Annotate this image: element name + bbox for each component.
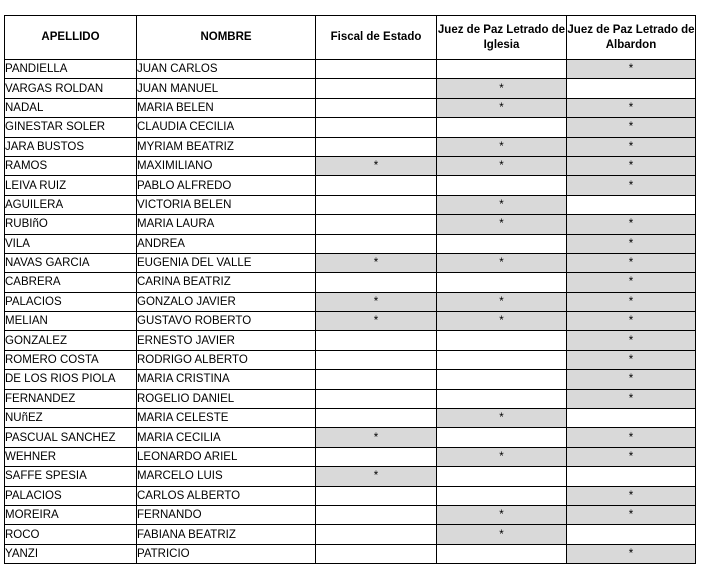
- header-row: [5, 16, 696, 60]
- table-row: [5, 137, 696, 156]
- cell-iglesia[interactable]: [437, 273, 567, 292]
- cell-albardon[interactable]: *: [567, 505, 696, 524]
- cell-iglesia[interactable]: *: [437, 292, 567, 311]
- table-row: [5, 118, 696, 137]
- cell-nombre[interactable]: MARCELO LUIS: [137, 467, 316, 486]
- cell-nombre[interactable]: ROGELIO DANIEL: [137, 389, 316, 408]
- cell-apellido[interactable]: VILA: [5, 234, 137, 253]
- cell-iglesia[interactable]: *: [437, 525, 567, 544]
- cell-albardon[interactable]: *: [567, 118, 696, 137]
- cell-fiscal[interactable]: [316, 525, 437, 544]
- cell-albardon[interactable]: *: [567, 98, 696, 117]
- cell-apellido[interactable]: PANDIELLA: [5, 60, 137, 79]
- cell-nombre[interactable]: MARIA CRISTINA: [137, 370, 316, 389]
- cell-iglesia[interactable]: *: [437, 156, 567, 175]
- cell-nombre[interactable]: EUGENIA DEL VALLE: [137, 253, 316, 272]
- table-row: [5, 215, 696, 234]
- cell-fiscal[interactable]: [316, 195, 437, 214]
- cell-fiscal[interactable]: [316, 486, 437, 505]
- cell-fiscal[interactable]: [316, 544, 437, 563]
- cell-fiscal[interactable]: [316, 98, 437, 117]
- cell-apellido[interactable]: ROCO: [5, 525, 137, 544]
- cell-albardon[interactable]: *: [567, 486, 696, 505]
- cell-nombre[interactable]: RODRIGO ALBERTO: [137, 350, 316, 369]
- table-row: [5, 292, 696, 311]
- cell-albardon[interactable]: *: [567, 370, 696, 389]
- table-row: [5, 544, 696, 563]
- cell-albardon[interactable]: *: [567, 156, 696, 175]
- table-row: [5, 98, 696, 117]
- cell-fiscal[interactable]: *: [316, 467, 437, 486]
- table-row: [5, 486, 696, 505]
- cell-albardon[interactable]: *: [567, 137, 696, 156]
- cell-nombre[interactable]: ANDREA: [137, 234, 316, 253]
- table-row: [5, 60, 696, 79]
- cell-albardon[interactable]: *: [567, 312, 696, 331]
- table-row: [5, 176, 696, 195]
- cell-fiscal[interactable]: [316, 118, 437, 137]
- cell-iglesia[interactable]: [437, 389, 567, 408]
- cell-fiscal[interactable]: *: [316, 156, 437, 175]
- cell-iglesia[interactable]: *: [437, 447, 567, 466]
- cell-iglesia[interactable]: *: [437, 409, 567, 428]
- cell-albardon[interactable]: *: [567, 544, 696, 563]
- cell-iglesia[interactable]: *: [437, 137, 567, 156]
- cell-apellido[interactable]: CABRERA: [5, 273, 137, 292]
- cell-iglesia[interactable]: *: [437, 215, 567, 234]
- table-row: [5, 195, 696, 214]
- cell-apellido[interactable]: JARA BUSTOS: [5, 137, 137, 156]
- cell-iglesia[interactable]: [437, 350, 567, 369]
- header-fiscal[interactable]: Fiscal de Estado: [316, 16, 437, 60]
- table-row: [5, 409, 696, 428]
- spreadsheet: [4, 15, 696, 564]
- cell-albardon[interactable]: *: [567, 350, 696, 369]
- cell-nombre[interactable]: CARLOS ALBERTO: [137, 486, 316, 505]
- cell-iglesia[interactable]: *: [437, 195, 567, 214]
- cell-nombre[interactable]: JUAN CARLOS: [137, 60, 316, 79]
- cell-albardon[interactable]: *: [567, 60, 696, 79]
- cell-fiscal[interactable]: [316, 137, 437, 156]
- cell-nombre[interactable]: MARIA CELESTE: [137, 409, 316, 428]
- cell-fiscal[interactable]: [316, 447, 437, 466]
- cell-fiscal[interactable]: [316, 389, 437, 408]
- cell-iglesia[interactable]: *: [437, 505, 567, 524]
- cell-nombre[interactable]: MARIA LAURA: [137, 215, 316, 234]
- cell-fiscal[interactable]: [316, 350, 437, 369]
- header-nombre[interactable]: NOMBRE: [137, 16, 316, 60]
- cell-iglesia[interactable]: [437, 234, 567, 253]
- cell-nombre[interactable]: GUSTAVO ROBERTO: [137, 312, 316, 331]
- table-row: [5, 447, 696, 466]
- cell-fiscal[interactable]: [316, 215, 437, 234]
- cell-albardon[interactable]: *: [567, 389, 696, 408]
- cell-nombre[interactable]: GONZALO JAVIER: [137, 292, 316, 311]
- table-row: [5, 389, 696, 408]
- cell-fiscal[interactable]: [316, 234, 437, 253]
- cell-fiscal[interactable]: *: [316, 292, 437, 311]
- cell-apellido[interactable]: PALACIOS: [5, 486, 137, 505]
- cell-iglesia[interactable]: [437, 428, 567, 447]
- cell-fiscal[interactable]: *: [316, 253, 437, 272]
- cell-fiscal[interactable]: [316, 79, 437, 98]
- cell-albardon[interactable]: [567, 409, 696, 428]
- table-row: [5, 273, 696, 292]
- table-row: [5, 467, 696, 486]
- cell-iglesia[interactable]: *: [437, 98, 567, 117]
- cell-iglesia[interactable]: [437, 176, 567, 195]
- cell-albardon[interactable]: *: [567, 253, 696, 272]
- table-row: [5, 505, 696, 524]
- cell-apellido[interactable]: ROMERO COSTA: [5, 350, 137, 369]
- cell-apellido[interactable]: WEHNER: [5, 447, 137, 466]
- cell-apellido[interactable]: SAFFE SPESIA: [5, 467, 137, 486]
- cell-apellido[interactable]: PALACIOS: [5, 292, 137, 311]
- cell-albardon[interactable]: [567, 79, 696, 98]
- cell-iglesia[interactable]: *: [437, 312, 567, 331]
- cell-nombre[interactable]: MARIA BELEN: [137, 98, 316, 117]
- table-row: [5, 428, 696, 447]
- cell-apellido[interactable]: GINESTAR SOLER: [5, 118, 137, 137]
- cell-albardon[interactable]: [567, 467, 696, 486]
- cell-apellido[interactable]: NAVAS GARCIA: [5, 253, 137, 272]
- cell-apellido[interactable]: YANZI: [5, 544, 137, 563]
- cell-nombre[interactable]: FERNANDO: [137, 505, 316, 524]
- table-row: [5, 350, 696, 369]
- cell-fiscal[interactable]: [316, 273, 437, 292]
- cell-fiscal[interactable]: [316, 409, 437, 428]
- cell-fiscal[interactable]: *: [316, 312, 437, 331]
- cell-nombre[interactable]: MYRIAM BEATRIZ: [137, 137, 316, 156]
- cell-albardon[interactable]: *: [567, 176, 696, 195]
- cell-albardon[interactable]: *: [567, 234, 696, 253]
- cell-nombre[interactable]: VICTORIA BELEN: [137, 195, 316, 214]
- cell-apellido[interactable]: PASCUAL SANCHEZ: [5, 428, 137, 447]
- cell-apellido[interactable]: AGUILERA: [5, 195, 137, 214]
- cell-iglesia[interactable]: [437, 370, 567, 389]
- cell-apellido[interactable]: LEIVA RUIZ: [5, 176, 137, 195]
- table-row: [5, 525, 696, 544]
- cell-nombre[interactable]: LEONARDO ARIEL: [137, 447, 316, 466]
- cell-nombre[interactable]: CARINA BEATRIZ: [137, 273, 316, 292]
- cell-iglesia[interactable]: [437, 544, 567, 563]
- cell-albardon[interactable]: *: [567, 447, 696, 466]
- cell-apellido[interactable]: RUBIñO: [5, 215, 137, 234]
- cell-apellido[interactable]: GONZALEZ: [5, 331, 137, 350]
- cell-nombre[interactable]: CLAUDIA CECILIA: [137, 118, 316, 137]
- cell-albardon[interactable]: *: [567, 292, 696, 311]
- header-apellido[interactable]: APELLIDO: [5, 16, 137, 60]
- table-row: [5, 79, 696, 98]
- cell-iglesia[interactable]: [437, 486, 567, 505]
- cell-apellido[interactable]: VARGAS ROLDAN: [5, 79, 137, 98]
- cell-fiscal[interactable]: [316, 331, 437, 350]
- cell-fiscal[interactable]: [316, 370, 437, 389]
- cell-nombre[interactable]: ERNESTO JAVIER: [137, 331, 316, 350]
- cell-nombre[interactable]: MAXIMILIANO: [137, 156, 316, 175]
- table-row: [5, 156, 696, 175]
- cell-iglesia[interactable]: [437, 331, 567, 350]
- table-body: [5, 60, 696, 564]
- cell-apellido[interactable]: DE LOS RIOS PIOLA: [5, 370, 137, 389]
- cell-albardon[interactable]: *: [567, 215, 696, 234]
- cell-iglesia[interactable]: *: [437, 253, 567, 272]
- table-row: [5, 234, 696, 253]
- cell-albardon[interactable]: [567, 525, 696, 544]
- cell-albardon[interactable]: [567, 195, 696, 214]
- cell-apellido[interactable]: NUñEZ: [5, 409, 137, 428]
- cell-albardon[interactable]: *: [567, 273, 696, 292]
- cell-apellido[interactable]: FERNANDEZ: [5, 389, 137, 408]
- cell-albardon[interactable]: *: [567, 428, 696, 447]
- cell-fiscal[interactable]: [316, 505, 437, 524]
- candidates-table: [4, 15, 696, 564]
- cell-iglesia[interactable]: *: [437, 79, 567, 98]
- header-albardon[interactable]: Juez de Paz Letrado de Albardon: [567, 16, 696, 60]
- cell-nombre[interactable]: FABIANA BEATRIZ: [137, 525, 316, 544]
- table-row: [5, 331, 696, 350]
- cell-iglesia[interactable]: [437, 467, 567, 486]
- cell-fiscal[interactable]: [316, 176, 437, 195]
- table-row: [5, 312, 696, 331]
- cell-nombre[interactable]: PABLO ALFREDO: [137, 176, 316, 195]
- cell-apellido[interactable]: RAMOS: [5, 156, 137, 175]
- cell-fiscal[interactable]: *: [316, 428, 437, 447]
- cell-nombre[interactable]: JUAN MANUEL: [137, 79, 316, 98]
- cell-apellido[interactable]: NADAL: [5, 98, 137, 117]
- cell-iglesia[interactable]: [437, 60, 567, 79]
- cell-nombre[interactable]: PATRICIO: [137, 544, 316, 563]
- cell-iglesia[interactable]: [437, 118, 567, 137]
- cell-apellido[interactable]: MELIAN: [5, 312, 137, 331]
- table-row: [5, 370, 696, 389]
- cell-apellido[interactable]: MOREIRA: [5, 505, 137, 524]
- cell-fiscal[interactable]: [316, 60, 437, 79]
- cell-albardon[interactable]: *: [567, 331, 696, 350]
- table-row: [5, 253, 696, 272]
- cell-nombre[interactable]: MARIA CECILIA: [137, 428, 316, 447]
- header-iglesia[interactable]: Juez de Paz Letrado de Iglesia: [437, 16, 567, 60]
